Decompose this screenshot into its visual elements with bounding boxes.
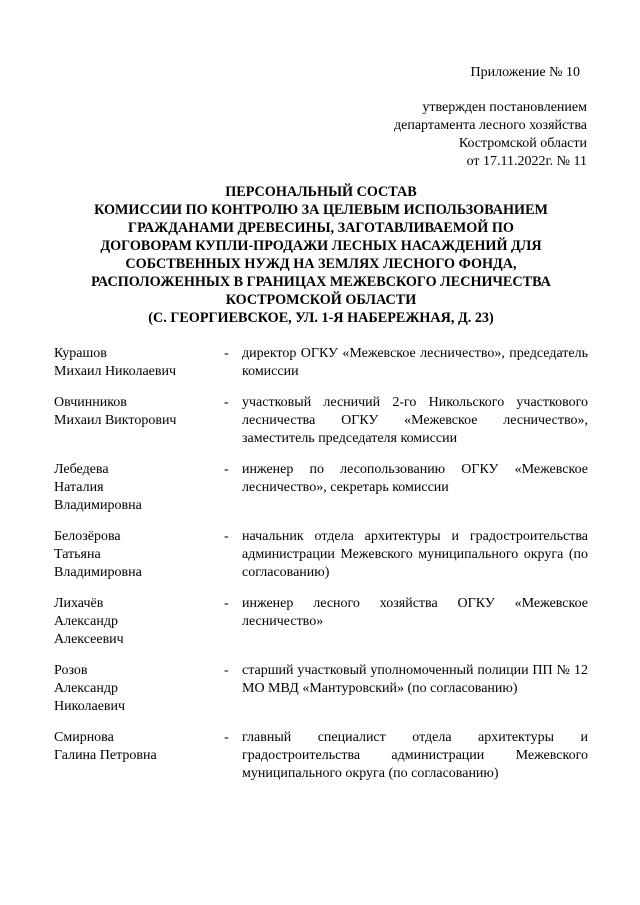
member-row — [54, 394, 588, 448]
member-role: инженер лесного хозяйства ОГКУ «Межевское лесничество» — [242, 596, 588, 629]
member-row — [54, 595, 588, 649]
member-row — [54, 729, 588, 783]
member-name — [54, 461, 224, 515]
member-role: директор ОГКУ «Межевское лесничество», председатель комиссии — [242, 346, 588, 379]
member-name — [54, 662, 224, 716]
member-given-name: Александр — [54, 681, 118, 696]
member-patronymic: Владимировна — [54, 565, 142, 580]
member-patronymic: Владимировна — [54, 498, 142, 513]
approval-line: утвержден постановлением — [422, 100, 587, 115]
member-dash: - — [224, 462, 229, 477]
members-list — [54, 345, 588, 796]
member-name — [54, 394, 224, 448]
member-name — [54, 729, 224, 783]
title-line: КОМИССИИ ПО КОНТРОЛЮ ЗА ЦЕЛЕВЫМ ИСПОЛЬЗОВАНИЕМ — [94, 202, 548, 218]
title-line: ДОГОВОРАМ КУПЛИ-ПРОДАЖИ ЛЕСНЫХ НАСАЖДЕНИЙ ДЛЯ — [100, 238, 542, 254]
member-dash: - — [224, 529, 229, 544]
member-surname: Белозёрова — [54, 529, 121, 544]
title-line: ГРАЖДАНАМИ ДРЕВЕСИНЫ, ЗАГОТАВЛИВАЕМОЙ ПО — [128, 220, 514, 236]
member-surname: Курашов — [54, 346, 107, 361]
member-row — [54, 345, 588, 381]
member-patronymic: Николаевич — [54, 699, 126, 714]
title-line: СОБСТВЕННЫХ НУЖД НА ЗЕМЛЯХ ЛЕСНОГО ФОНДА, — [125, 256, 517, 272]
member-surname: Овчинников — [54, 395, 127, 410]
member-dash: - — [224, 596, 229, 611]
member-dash: - — [224, 663, 229, 678]
member-given-name: Татьяна — [54, 547, 101, 562]
member-given-name: Михаил Викторович — [54, 413, 177, 428]
member-dash: - — [224, 730, 229, 745]
member-row — [54, 528, 588, 582]
member-role: главный специалист отдела архитектуры и градостроительства администрации Межевского муниципального округа (по согласованию) — [242, 730, 588, 781]
member-name — [54, 595, 224, 649]
member-role: начальник отдела архитектуры и градостроительства администрации Межевского муниципального округа (по согласованию) — [242, 529, 588, 580]
member-row — [54, 461, 588, 515]
member-dash: - — [224, 395, 229, 410]
member-given-name: Галина Петровна — [54, 748, 157, 763]
member-surname: Лихачёв — [54, 596, 104, 611]
title-line: РАСПОЛОЖЕННЫХ В ГРАНИЦАХ МЕЖЕВСКОГО ЛЕСНИЧЕСТВА — [91, 274, 551, 290]
title-line: ПЕРСОНАЛЬНЫЙ СОСТАВ — [225, 184, 417, 200]
member-surname: Смирнова — [54, 730, 114, 745]
member-given-name: Михаил Николаевич — [54, 364, 177, 379]
appendix-number: Приложение № 10 — [470, 65, 580, 80]
member-role: старший участковый уполномоченный полиции ПП № 12 МО МВД «Мантуровский» (по согласованию) — [242, 663, 588, 696]
member-name — [54, 528, 224, 582]
member-role: инженер по лесопользованию ОГКУ «Межевское лесничество», секретарь комиссии — [242, 462, 588, 495]
member-given-name: Александр — [54, 614, 118, 629]
approval-line: департамента лесного хозяйства — [394, 118, 587, 133]
member-given-name: Наталия — [54, 480, 104, 495]
approval-line: Костромской области — [458, 136, 587, 151]
member-name — [54, 345, 224, 381]
member-surname: Лебедева — [54, 462, 109, 477]
member-row — [54, 662, 588, 716]
document-title — [54, 183, 588, 327]
member-role: участковый лесничий 2-го Никольского участкового лесничества ОГКУ «Межевское лесничество», заместитель председателя комиссии — [242, 395, 588, 446]
title-line: КОСТРОМСКОЙ ОБЛАСТИ — [225, 292, 417, 308]
member-dash: - — [224, 346, 229, 361]
member-surname: Розов — [54, 663, 88, 678]
approval-date-line: от 17.11.2022г. № 11 — [466, 154, 587, 169]
title-line: (С. ГЕОРГИЕВСКОЕ, УЛ. 1-Я НАБЕРЕЖНАЯ, Д. 23) — [148, 310, 494, 326]
member-patronymic: Алексеевич — [54, 632, 124, 647]
approval-block — [394, 99, 587, 171]
